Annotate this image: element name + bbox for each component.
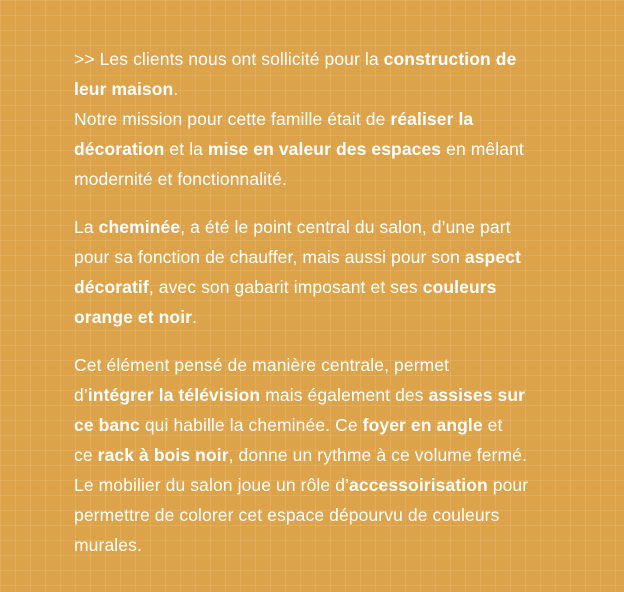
text-run: pour — [487, 475, 529, 495]
text-run: , a été le point central du salon, d’une part — [180, 217, 511, 237]
text-line — [74, 104, 594, 134]
text-line — [74, 410, 594, 440]
text-run: . — [173, 79, 179, 99]
text-run: ce — [74, 445, 98, 465]
text-run: , donne un rythme à ce volume fermé. — [228, 445, 527, 465]
text-line — [74, 134, 594, 164]
text-run: modernité et fonctionnalité. — [74, 169, 287, 189]
emphasis-text: cheminée — [98, 217, 181, 237]
emphasis-text: décoratif — [74, 277, 149, 297]
emphasis-text: réaliser la — [390, 109, 474, 129]
text-line — [74, 272, 594, 302]
emphasis-text: construction de — [383, 49, 517, 69]
text-line — [74, 44, 594, 74]
text-line — [74, 164, 594, 194]
emphasis-text: décoration — [74, 139, 165, 159]
text-line — [74, 302, 594, 332]
text-line — [74, 74, 594, 104]
text-run: murales. — [74, 535, 142, 555]
text-line — [74, 440, 594, 470]
paragraph-construction — [74, 44, 594, 194]
paragraph-cheminee — [74, 212, 594, 332]
text-run: Notre mission pour cette famille était de — [74, 109, 391, 129]
text-run: Cet élément pensé de manière centrale, permet — [74, 355, 450, 375]
text-run: pour sa fonction de chauffer, mais aussi pour son — [74, 247, 465, 267]
text-line — [74, 350, 594, 380]
paragraph-element-central — [74, 350, 594, 560]
text-run: Le mobilier du salon joue un rôle d’ — [74, 475, 350, 495]
text-run: , avec son gabarit imposant et ses — [148, 277, 423, 297]
emphasis-text: orange et noir — [74, 307, 193, 327]
text-run: mais également des — [260, 385, 429, 405]
emphasis-text: aspect — [464, 247, 521, 267]
text-run: . — [192, 307, 198, 327]
text-run: en mêlant — [441, 139, 524, 159]
text-block — [74, 44, 594, 578]
emphasis-text: intégrer la télévision — [87, 385, 261, 405]
text-run: La — [74, 217, 99, 237]
emphasis-text: foyer en angle — [362, 415, 483, 435]
emphasis-text: accessoirisation — [349, 475, 488, 495]
emphasis-text: rack à bois noir — [97, 445, 229, 465]
text-run: d’ — [74, 385, 88, 405]
emphasis-text: assises sur — [428, 385, 526, 405]
text-line — [74, 242, 594, 272]
emphasis-text: mise en valeur des espaces — [207, 139, 442, 159]
text-line — [74, 500, 594, 530]
text-run: et la — [164, 139, 208, 159]
text-run: >> Les clients nous ont sollicité pour la — [74, 49, 384, 69]
text-line — [74, 470, 594, 500]
emphasis-text: couleurs — [422, 277, 497, 297]
text-line — [74, 212, 594, 242]
emphasis-text: leur maison — [74, 79, 174, 99]
text-run: permettre de colorer cet espace dépourvu de couleurs — [74, 505, 500, 525]
text-line — [74, 530, 594, 560]
text-line — [74, 380, 594, 410]
text-run: et — [482, 415, 503, 435]
emphasis-text: ce banc — [74, 415, 140, 435]
text-run: qui habille la cheminée. Ce — [139, 415, 363, 435]
